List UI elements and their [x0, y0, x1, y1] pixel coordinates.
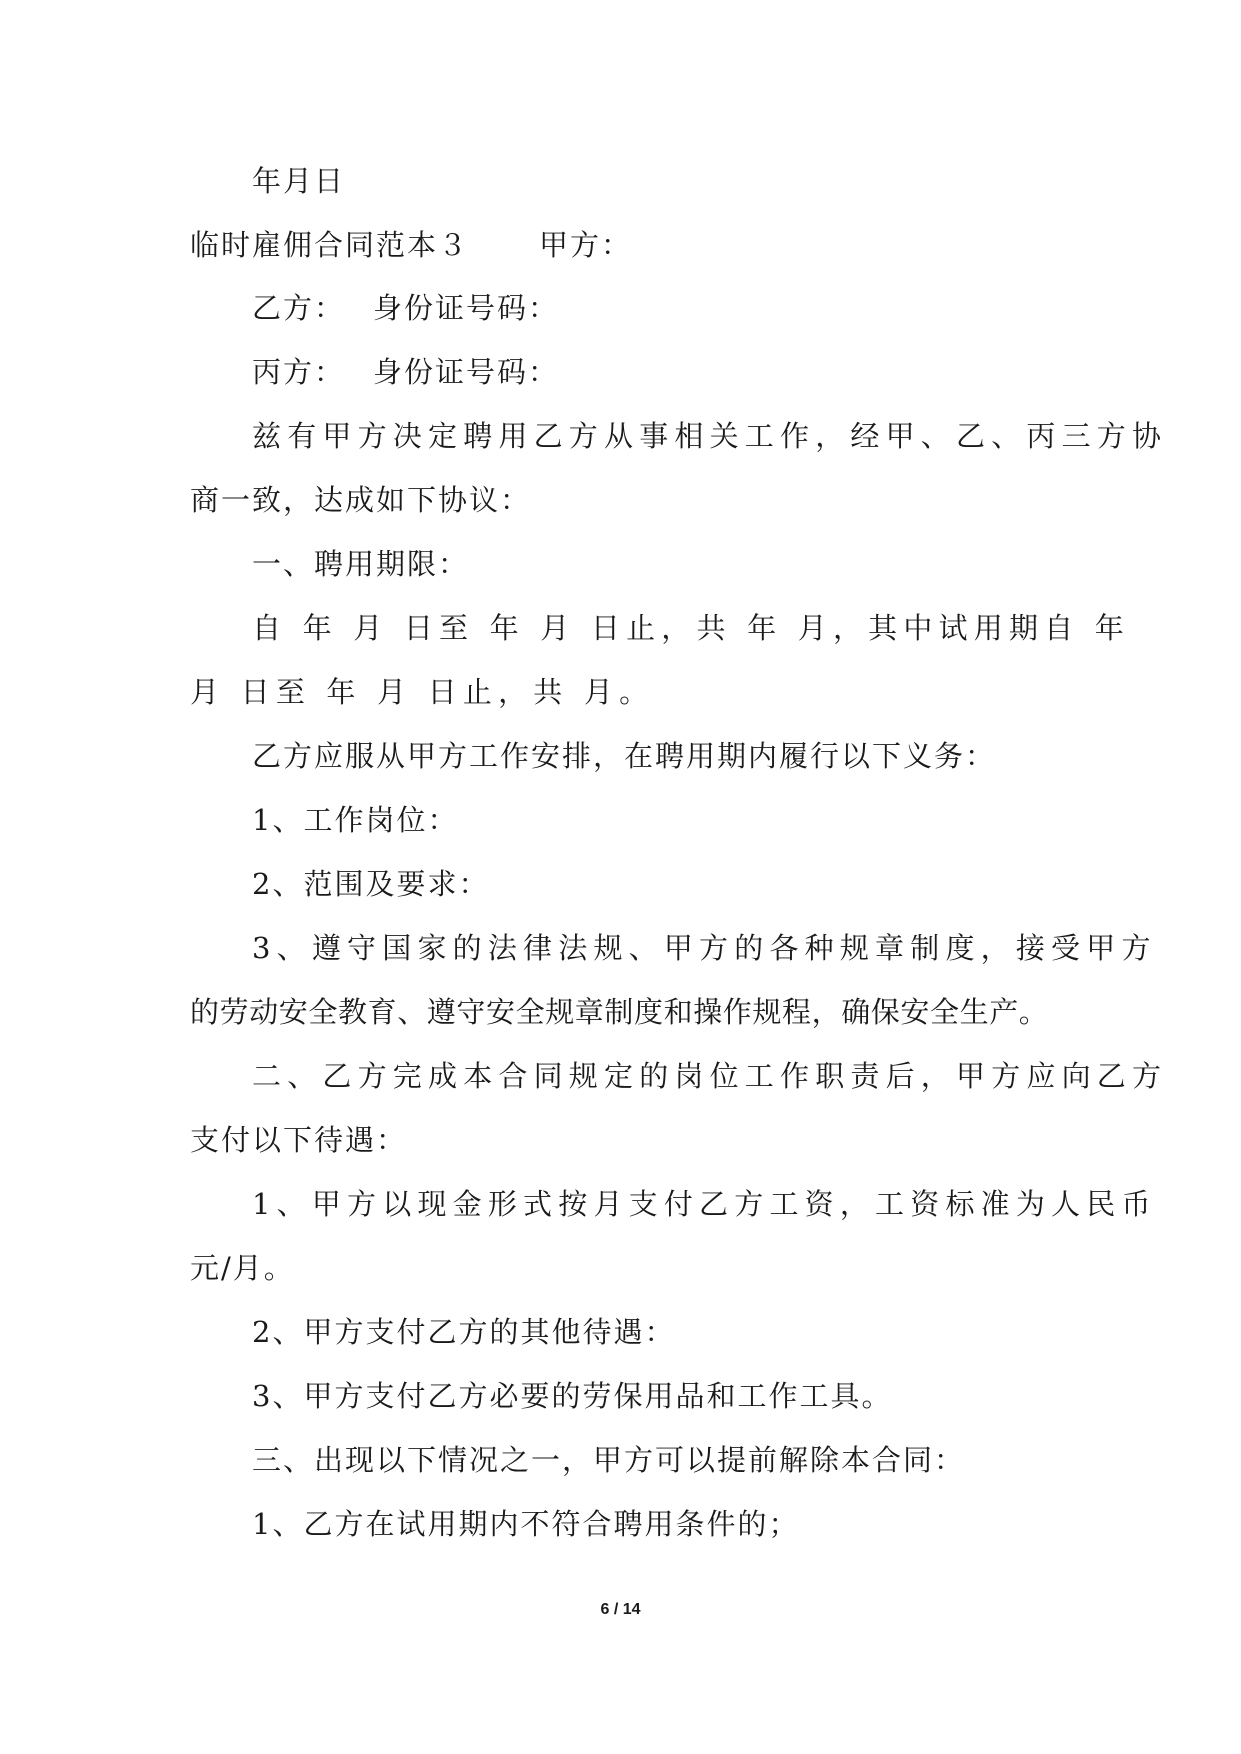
paragraph-line: 的劳动安全教育、遵守安全规章制度和操作规程，确保安全生产。	[190, 995, 1049, 1029]
paragraph-line: 月 日至 年 月 日止，共 月。	[190, 675, 655, 709]
list-item: 1、甲方以现金形式按月支付乙方工资，工资标准为人民币	[252, 1187, 1157, 1221]
contract-title: 临时雇佣合同范本３	[190, 228, 470, 262]
paragraph-line: 商一致，达成如下协议：	[190, 483, 532, 517]
date-text: 年月日	[252, 164, 346, 198]
section-heading: 三、出现以下情况之一，甲方可以提前解除本合同：	[252, 1443, 966, 1477]
list-item: 2、范围及要求：	[252, 867, 490, 901]
date-line	[252, 163, 1050, 199]
paragraph-line: 支付以下待遇：	[190, 1123, 408, 1157]
party-b-id-label: 身份证号码：	[373, 291, 560, 325]
paragraph-line: 自 年 月 日至 年 月 日止，共 年 月，其中试用期自 年	[252, 611, 1130, 645]
party-b-label: 乙方：	[252, 291, 346, 325]
section-heading: 二、乙方完成本合同规定的岗位工作职责后，甲方应向乙方	[252, 1059, 1168, 1093]
list-item: 1、乙方在试用期内不符合聘用条件的；	[252, 1507, 800, 1541]
paragraph-line: 元/月。	[190, 1251, 295, 1285]
party-c-line	[252, 354, 1050, 390]
title-line	[190, 227, 1050, 263]
party-a-label: 甲方：	[539, 228, 633, 262]
list-item: 1、工作岗位：	[252, 803, 459, 837]
list-item: 2、甲方支付乙方的其他待遇：	[252, 1315, 676, 1349]
paragraph-line: 兹有甲方决定聘用乙方从事相关工作，经甲、乙、丙三方协	[252, 419, 1168, 453]
party-b-line	[252, 290, 1050, 326]
list-item: 3、甲方支付乙方必要的劳保用品和工作工具。	[252, 1379, 893, 1413]
page-number: 6 / 14	[600, 1601, 641, 1618]
party-c-id-label: 身份证号码：	[373, 355, 560, 389]
section-heading: 一、聘用期限：	[252, 547, 470, 581]
party-c-label: 丙方：	[252, 355, 346, 389]
list-item: 3、遵守国家的法律法规、甲方的各种规章制度，接受甲方	[252, 931, 1157, 965]
paragraph-line: 乙方应服从甲方工作安排，在聘用期内履行以下义务：	[252, 739, 997, 773]
